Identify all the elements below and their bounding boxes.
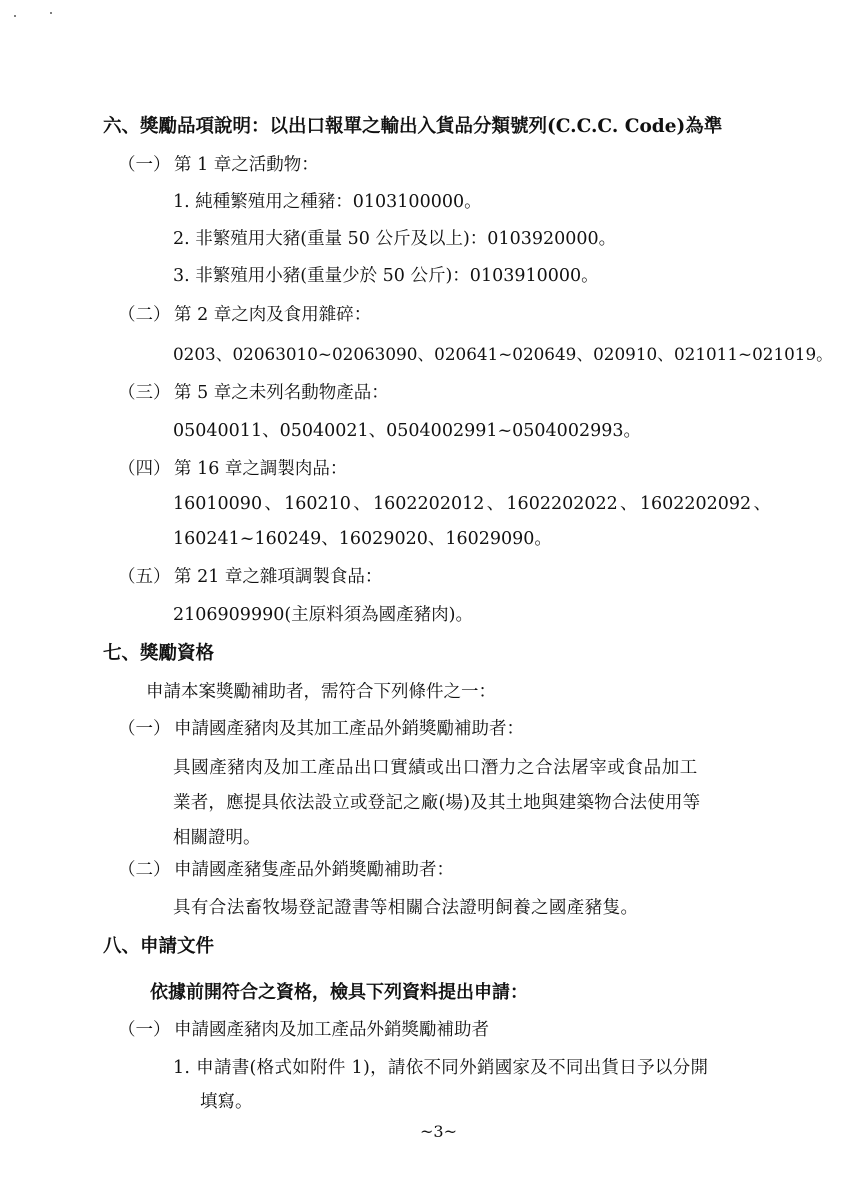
section-6-sub4-label: （四） xyxy=(118,459,171,479)
section-7-sub2-line: 具有合法畜牧場登記證書等相關合法證明飼養之國產豬隻。 xyxy=(173,898,639,918)
section-6-sub1-item-2: 2. 非繁殖用大豬(重量 50 公斤及以上)：0103920000。 xyxy=(173,229,617,249)
section-8-sub1-item-1-line-1: 1. 申請書(格式如附件 1)，請依不同外銷國家及不同出貨日予以分開 xyxy=(173,1058,709,1078)
code-separator: 、 xyxy=(753,494,771,514)
section-7-sub2-title: 申請國產豬隻產品外銷獎勵補助者： xyxy=(174,860,454,880)
section-6-sub1-item-3: 3. 非繁殖用小豬(重量少於 50 公斤)：0103910000。 xyxy=(173,266,599,286)
section-6-sub4-title: 第 16 章之調製肉品： xyxy=(174,459,348,479)
section-6-sub5-title: 第 21 章之雜項調製食品： xyxy=(174,567,383,587)
section-7-heading: 七、獎勵資格 xyxy=(103,643,215,664)
code-item: 1602202012 xyxy=(373,494,485,514)
scan-speck xyxy=(14,15,16,17)
section-6-sub4-codes-line-1 xyxy=(173,496,771,514)
code-item: 1602202092 xyxy=(639,494,752,514)
code-separator: 、 xyxy=(486,494,505,514)
section-7-sub2-label: （二） xyxy=(118,860,171,880)
section-8-sub1-item-1-line-2: 填寫。 xyxy=(200,1092,253,1112)
code-item: 16010090 xyxy=(173,494,263,514)
section-8-heading: 八、申請文件 xyxy=(103,936,215,957)
section-7-sub1-line-3: 相關證明。 xyxy=(173,828,261,848)
page-number: ~3~ xyxy=(420,1122,457,1141)
code-separator: 、 xyxy=(620,494,638,514)
scan-speck xyxy=(50,12,52,14)
section-6-sub2-codes: 0203、02063010~02063090、020641~020649、020910、021011~021019。 xyxy=(173,344,833,364)
section-6-heading: 六、獎勵品項說明：以出口報單之輸出入貨品分類號列(C.C.C. Code)為準 xyxy=(103,116,723,137)
section-6-sub2-label: （二） xyxy=(118,305,171,325)
section-7-sub1-line-2: 業者，應提具依法設立或登記之廠(場)及其土地與建築物合法使用等 xyxy=(173,793,701,813)
section-8-intro: 依據前開符合之資格，檢具下列資料提出申請： xyxy=(150,982,528,1003)
section-6-sub5-codes: 2106909990(主原料須為國產豬肉)。 xyxy=(173,605,473,625)
section-7-intro: 申請本案獎勵補助者，需符合下列條件之一： xyxy=(146,682,496,702)
section-6-sub4-codes-line-2: 160241~160249、16029020、16029090。 xyxy=(173,529,552,549)
code-item: 1602202022 xyxy=(506,494,618,514)
section-7-sub1-title: 申請國產豬肉及其加工產品外銷獎勵補助者： xyxy=(174,719,524,739)
section-6-sub3-title: 第 5 章之未列名動物產品： xyxy=(174,383,389,403)
section-6-sub1-title: 第 1 章之活動物： xyxy=(174,155,319,175)
section-8-sub1-title: 申請國產豬肉及加工產品外銷獎勵補助者 xyxy=(174,1020,489,1040)
section-6-sub3-codes: 05040011、05040021、0504002991~0504002993。 xyxy=(173,421,641,441)
section-7-sub1-label: （一） xyxy=(118,719,171,739)
code-item: 160210 xyxy=(284,494,351,514)
code-separator: 、 xyxy=(353,494,371,514)
code-separator: 、 xyxy=(264,494,282,514)
section-6-sub1-label: （一） xyxy=(118,155,171,175)
section-6-sub3-label: （三） xyxy=(118,383,171,403)
section-7-sub1-line-1: 具國產豬肉及加工產品出口實績或出口潛力之合法屠宰或食品加工 xyxy=(173,758,698,778)
section-6-sub1-item-1: 1. 純種繁殖用之種豬：0103100000。 xyxy=(173,192,482,212)
section-6-sub5-label: （五） xyxy=(118,567,171,587)
section-8-sub1-label: （一） xyxy=(118,1020,171,1040)
section-6-sub2-title: 第 2 章之肉及食用雜碎： xyxy=(174,305,372,325)
